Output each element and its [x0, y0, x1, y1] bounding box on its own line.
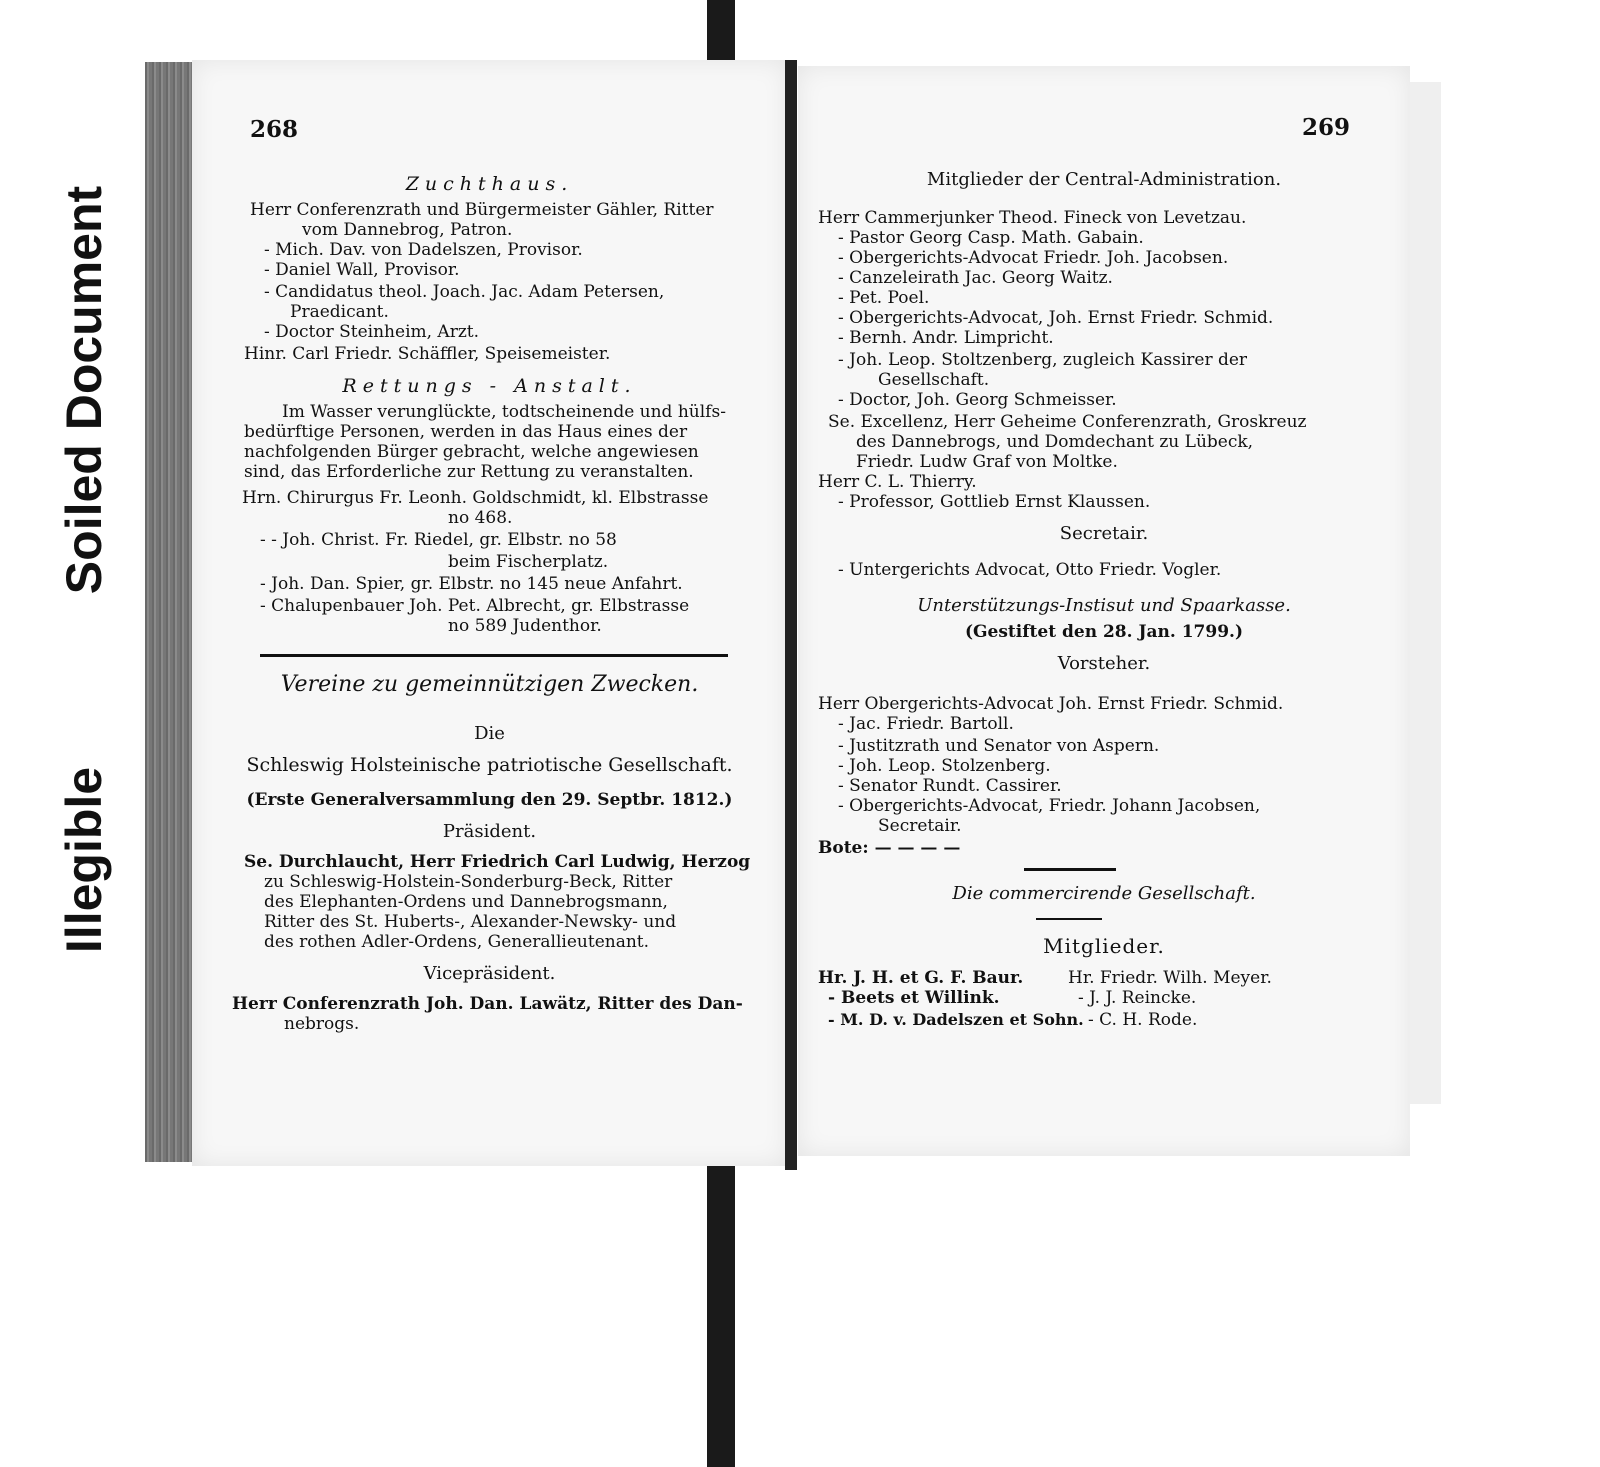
society-name: Schleswig Holsteinische patriotische Gesellschaft.	[246, 754, 733, 776]
text-line: - Beets et Willink.	[828, 988, 1000, 1008]
text-line: - Daniel Wall, Provisor.	[264, 260, 460, 280]
text-line: - Senator Rundt. Cassirer.	[838, 776, 1062, 796]
section-heading-central: Mitglieder der Central-Administration.	[926, 169, 1282, 190]
section-heading-vereine: Vereine zu gemeinnützigen Zwecken.	[280, 672, 699, 697]
text-line: - Pet. Poel.	[838, 288, 930, 308]
text-line: Praedicant.	[290, 302, 389, 322]
vice-president-heading: Vicepräsident.	[423, 963, 556, 984]
divider-rule	[1036, 918, 1102, 920]
text-line: - Joh. Dan. Spier, gr. Elbstr. no 145 neue Anfahrt.	[260, 574, 683, 594]
text-line: Hinr. Carl Friedr. Schäffler, Speisemeister.	[244, 344, 611, 364]
text-line: Secretair.	[878, 816, 962, 836]
section-heading-rettung: Rettungs - Anstalt.	[342, 375, 637, 397]
text-line: Hrn. Chirurgus Fr. Leonh. Goldschmidt, kl. Elbstrasse	[242, 488, 709, 508]
page-edge	[1408, 82, 1441, 1104]
secretair-heading: Secretair.	[1059, 523, 1149, 544]
text-line: - Doctor, Joh. Georg Schmeisser.	[838, 390, 1117, 410]
text-line: Gesellschaft.	[878, 370, 990, 390]
text-line: nachfolgenden Bürger gebracht, welche angewiesen	[244, 442, 699, 462]
text-line: Ritter des St. Huberts-, Alexander-Newsky- und	[264, 912, 677, 932]
section-heading-zuchthaus: Zuchthaus.	[405, 173, 574, 195]
side-label-strip	[28, 60, 140, 1120]
text-line: des Elephanten-Ordens und Dannebrogsmann,	[264, 892, 668, 912]
vorsteher-heading: Vorsteher.	[1057, 653, 1151, 674]
page-number: 269	[1302, 114, 1351, 141]
text-line: no 468.	[448, 508, 513, 528]
text-line: Herr C. L. Thierry.	[818, 472, 977, 492]
president-heading: Präsident.	[442, 821, 537, 842]
page-number: 268	[250, 116, 299, 143]
text-line: Bote: — — — —	[818, 838, 961, 858]
commerce-heading: Die commercirende Gesellschaft.	[952, 883, 1256, 904]
text-line: - Pastor Georg Casp. Math. Gabain.	[838, 228, 1144, 248]
text-line: - Canzeleirath Jac. Georg Waitz.	[838, 268, 1113, 288]
text-line: - Mich. Dav. von Dadelszen, Provisor.	[264, 240, 583, 260]
text-line: - Joh. Leop. Stoltzenberg, zugleich Kassirer der	[838, 350, 1248, 370]
institut-date: (Gestiftet den 28. Jan. 1799.)	[964, 622, 1244, 642]
text-line: - C. H. Rode.	[1088, 1010, 1198, 1030]
text-line: - Obergerichts-Advocat Friedr. Joh. Jacobsen.	[838, 248, 1229, 268]
text-line: - Candidatus theol. Joach. Jac. Adam Petersen,	[264, 282, 665, 302]
book-spine	[145, 62, 195, 1162]
text-line: Herr Conferenzrath und Bürgermeister Gähler, Ritter	[250, 200, 714, 220]
text-line: Herr Conferenzrath Joh. Dan. Lawätz, Ritter des Dan-	[232, 994, 743, 1014]
text-line: - Joh. Leop. Stolzenberg.	[838, 756, 1051, 776]
text-line: - Chalupenbauer Joh. Pet. Albrecht, gr. Elbstrasse	[260, 596, 690, 616]
text-line: - Justitzrath und Senator von Aspern.	[838, 736, 1160, 756]
text-line: - Untergerichts Advocat, Otto Friedr. Vogler.	[838, 560, 1222, 580]
left-page	[192, 60, 787, 1166]
text-line: Se. Durchlaucht, Herr Friedrich Carl Ludwig, Herzog	[244, 852, 751, 872]
text-line: - - Joh. Christ. Fr. Riedel, gr. Elbstr. no 58	[260, 530, 617, 550]
text-line: - M. D. v. Dadelszen et Sohn.	[828, 1010, 1084, 1029]
text-line: des Dannebrogs, und Domdechant zu Lübeck,	[856, 432, 1254, 452]
divider-rule	[260, 654, 728, 657]
text-line: Herr Cammerjunker Theod. Fineck von Levetzau.	[818, 208, 1247, 228]
meeting-date: (Erste Generalversammlung den 29. Septbr. 1812.)	[246, 790, 733, 810]
text-line: - Professor, Gottlieb Ernst Klaussen.	[838, 492, 1151, 512]
members-heading: Mitglieder.	[1043, 934, 1165, 958]
text-line: - Obergerichts-Advocat, Joh. Ernst Friedr. Schmid.	[838, 308, 1274, 328]
divider-rule	[1024, 868, 1116, 871]
soiled-document-label: Soiled Document	[56, 185, 112, 595]
right-page	[798, 66, 1410, 1156]
text-line: Se. Excellenz, Herr Geheime Conferenzrath, Groskreuz	[828, 412, 1307, 432]
text-line: Im Wasser verunglückte, todtscheinende und hülfs-	[282, 402, 726, 422]
text-line: Friedr. Ludw Graf von Moltke.	[856, 452, 1118, 472]
text-line: des rothen Adler-Ordens, Generallieutenant.	[264, 932, 650, 952]
text-line: nebrogs.	[284, 1014, 360, 1034]
institut-heading: Unterstützungs-Instisut und Spaarkasse.	[917, 595, 1291, 616]
text-line: Die	[474, 723, 505, 744]
text-line: - Bernh. Andr. Limpricht.	[838, 328, 1054, 348]
text-line: - Obergerichts-Advocat, Friedr. Johann Jacobsen,	[838, 796, 1261, 816]
text-line: Hr. J. H. et G. F. Baur.	[818, 968, 1024, 988]
page-fold	[785, 60, 797, 1170]
text-line: bedürftige Personen, werden in das Haus eines der	[244, 422, 688, 442]
text-line: - Jac. Friedr. Bartoll.	[838, 714, 1014, 734]
text-line: Herr Obergerichts-Advocat Joh. Ernst Friedr. Schmid.	[818, 694, 1284, 714]
text-line: vom Dannebrog, Patron.	[302, 220, 513, 240]
text-line: - J. J. Reincke.	[1078, 988, 1197, 1008]
text-line: zu Schleswig-Holstein-Sonderburg-Beck, Ritter	[264, 872, 673, 892]
text-line: sind, das Erforderliche zur Rettung zu veranstalten.	[244, 462, 694, 482]
text-line: Hr. Friedr. Wilh. Meyer.	[1068, 968, 1272, 988]
text-line: - Doctor Steinheim, Arzt.	[264, 322, 480, 342]
illegible-label: Illegible	[56, 766, 112, 954]
text-line: beim Fischerplatz.	[448, 552, 609, 572]
text-line: no 589 Judenthor.	[448, 616, 602, 636]
